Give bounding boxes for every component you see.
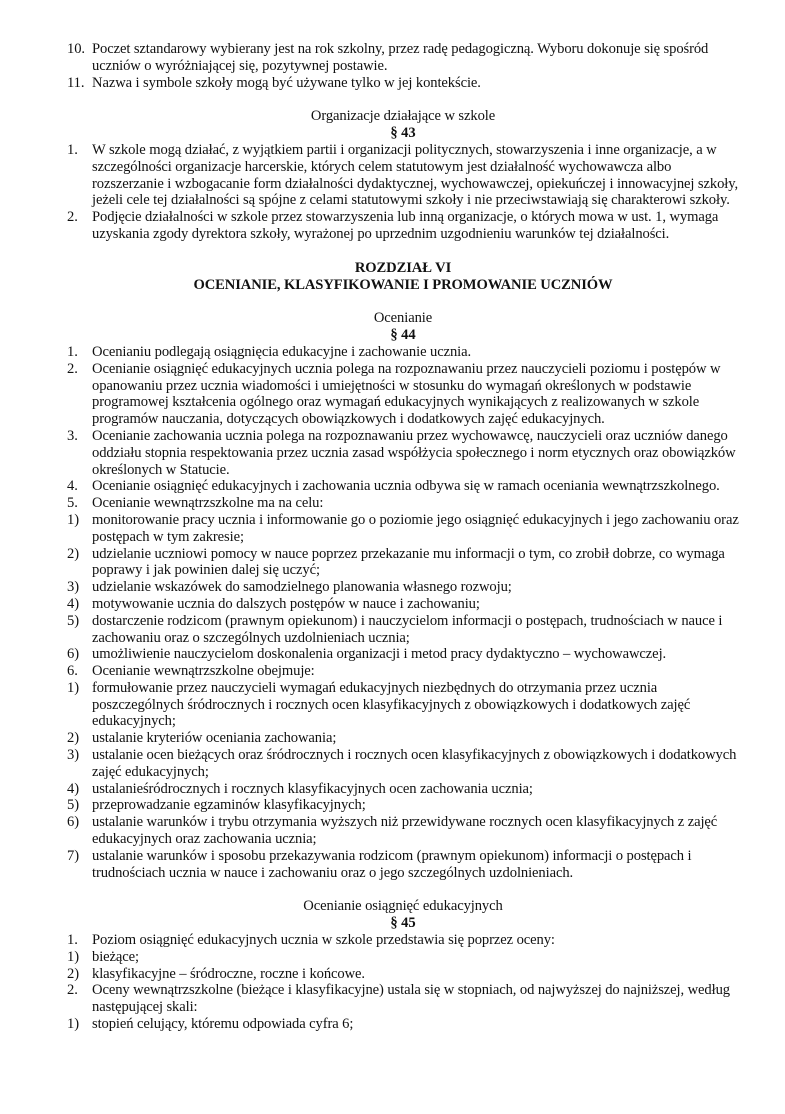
list-item — [67, 747, 739, 781]
paragraph-number: § 43 — [390, 125, 416, 142]
item-number: 2. — [67, 360, 78, 377]
item-text: Poczet sztandarowy wybierany jest na rok szkolny, przez radę pedagogiczną. Wyboru dokonuje się spośród uczniów o wyróżniającej się, pozytywnej postawie. — [92, 41, 709, 74]
item-number: 11. — [67, 74, 85, 91]
item-number: 6) — [67, 814, 79, 831]
item-text: przeprowadzanie egzaminów klasyfikacyjnych; — [92, 797, 366, 814]
list-item — [67, 596, 739, 613]
item-number: 1. — [67, 141, 78, 158]
list-item — [67, 663, 739, 680]
item-text: klasyfikacyjne – śródroczne, roczne i końcowe. — [92, 965, 365, 982]
list-item — [67, 1016, 739, 1033]
item-text: udzielanie uczniowi pomocy w nauce poprzez przekazanie mu informacji o tym, co zrobił dobrze, co wymaga poprawy i jak powinien dalej się uczyć; — [92, 545, 725, 579]
item-text: ustalanieśródrocznych i rocznych klasyfikacyjnych ocen zachowania ucznia; — [92, 780, 533, 797]
item-number: 1. — [67, 932, 78, 949]
item-number: 7) — [67, 847, 79, 864]
item-number: 1) — [67, 948, 79, 965]
section-44-list — [67, 344, 739, 882]
list-item — [67, 495, 739, 512]
list-item — [67, 680, 739, 730]
item-number: 1) — [67, 1016, 79, 1033]
list-item — [67, 646, 739, 663]
item-number: 3) — [67, 747, 79, 764]
item-number: 2. — [67, 209, 78, 226]
item-text: Ocenianie osiągnięć edukacyjnych i zachowania ucznia odbywa się w ramach oceniania wewnątrzszkolnego. — [92, 478, 720, 495]
item-text: Oceny wewnątrzszkolne (bieżące i klasyfikacyjne) ustala się w stopniach, od najwyższej do najniższej, według następującej skali: — [92, 982, 730, 1016]
item-text: umożliwienie nauczycielom doskonalenia organizacji i metod pracy dydaktyczno – wychowawczej. — [92, 646, 667, 663]
item-number: 5) — [67, 612, 79, 629]
item-number: 1) — [67, 511, 79, 528]
item-text: ustalanie ocen bieżących oraz śródrocznych i rocznych ocen klasyfikacyjnych z obowiązkowych i dodatkowych zajęć edukacyjnych; — [92, 747, 737, 780]
paragraph-number: § 44 — [390, 327, 416, 344]
item-text: monitorowanie pracy ucznia i informowanie go o poziomie jego osiągnięć edukacyjnych i jego zachowaniu oraz postępach w tym zakresie; — [92, 511, 739, 545]
item-number: 10. — [67, 41, 85, 57]
item-number: 2) — [67, 545, 79, 562]
item-number: 1) — [67, 679, 79, 696]
item-number: 5. — [67, 495, 78, 512]
item-text: udzielanie wskazówek do samodzielnego planowania własnego rozwoju; — [92, 579, 512, 596]
item-text: Nazwa i symbole szkoły mogą być używane tylko w jej kontekście. — [92, 74, 481, 91]
list-item — [67, 142, 739, 209]
list-item — [67, 814, 739, 848]
item-number: 1. — [67, 343, 78, 360]
item-number: 2) — [67, 965, 79, 982]
item-text: dostarczenie rodzicom (prawnym opiekunom) i nauczycielom informacji o postępach, trudnościach w nauce i zachowaniu oraz o szczególnych uzdolnieniach ucznia; — [92, 612, 723, 646]
item-number: 4) — [67, 780, 79, 797]
list-item — [67, 361, 739, 428]
item-number: 2) — [67, 730, 79, 747]
item-number: 2. — [67, 982, 78, 999]
list-item — [67, 730, 739, 747]
item-number: 6) — [67, 646, 79, 663]
item-text: Podjęcie działalności w szkole przez stowarzyszenia lub inną organizacje, o których mowa w ust. 1, wymaga uzyskania zgody dyrektora szkoły, wyrażonej po uprzednim uzgodnieniu warunków tej działalności. — [92, 209, 719, 242]
list-item — [67, 75, 739, 92]
section-title: Ocenianie osiągnięć edukacyjnych — [303, 898, 503, 915]
item-text: ustalanie kryteriów oceniania zachowania; — [92, 730, 337, 747]
list-item — [67, 613, 739, 647]
section-title: Organizacje działające w szkole — [310, 108, 496, 125]
list-item — [67, 848, 739, 882]
item-text: Ocenianie wewnątrzszkolne ma na celu: — [92, 495, 324, 512]
item-text: Ocenianiu podlegają osiągnięcia edukacyjne i zachowanie ucznia. — [92, 343, 472, 360]
item-text: Ocenianie osiągnięć edukacyjnych ucznia polega na rozpoznawaniu przez nauczycieli poziomu i postępów w opanowaniu przez ucznia wiadomości i umiejętności w stosunku do wymagań określonych w podstawie programowej kształcenia ogólnego oraz wymagań edukacyjnych wynikających z realizowanych w szkole programów nauczania, dotyczących obowiązkowych i dodatkowych zajęć edukacyjnych. — [92, 360, 721, 428]
item-text: motywowanie ucznia do dalszych postępów w nauce i zachowaniu; — [92, 595, 480, 612]
list-item — [67, 949, 739, 966]
list-item — [67, 546, 739, 580]
item-number: 3) — [67, 579, 79, 596]
chapter-title: OCENIANIE, KLASYFIKOWANIE I PROMOWANIE UCZNIÓW — [193, 276, 613, 293]
list-item — [67, 982, 739, 1016]
item-text: stopień celujący, któremu odpowiada cyfra 6; — [92, 1016, 354, 1033]
item-text: Ocenianie wewnątrzszkolne obejmuje: — [92, 663, 315, 680]
item-number: 6. — [67, 663, 78, 680]
list-item — [67, 966, 739, 983]
paragraph-number: § 45 — [390, 915, 416, 932]
list-item — [67, 478, 739, 495]
item-text: bieżące; — [92, 948, 139, 965]
list-item — [67, 797, 739, 814]
chapter-number: ROZDZIAŁ VI — [354, 259, 452, 276]
item-text: ustalanie warunków i sposobu przekazywania rodzicom (prawnym opiekunom) informacji o postępach i trudnościach ucznia w nauce i zachowaniu oraz o jego szczególnych uzdolnieniach. — [92, 847, 692, 881]
item-text: ustalanie warunków i trybu otrzymania wyższych niż przewidywane rocznych ocen klasyfikacyjnych z zajęć edukacyjnych oraz zachowania ucznia; — [92, 814, 718, 848]
item-number: 4) — [67, 595, 79, 612]
list-item — [67, 209, 739, 243]
list-item — [67, 428, 739, 478]
item-text: formułowanie przez nauczycieli wymagań edukacyjnych niezbędnych do otrzymania przez ucznia poszczególnych śródrocznych i rocznych ocen klasyfikacyjnych z obowiązkowych i dodatkowych zajęć edukacyjnych; — [92, 679, 691, 730]
item-text: Ocenianie zachowania ucznia polega na rozpoznawaniu przez wychowawcę, nauczycieli oraz uczniów danego oddziału stopnia respektowania przez ucznia zasad współżycia społecznego i norm etycznych oraz obowiązków określonych w Statucie. — [92, 427, 736, 478]
item-text: Poziom osiągnięć edukacyjnych ucznia w szkole przedstawia się poprzez oceny: — [92, 932, 555, 949]
list-item — [67, 781, 739, 798]
list-item — [67, 344, 739, 361]
section-title: Ocenianie — [373, 310, 433, 327]
list-item — [67, 41, 739, 75]
item-number: 4. — [67, 478, 78, 495]
item-text: W szkole mogą działać, z wyjątkiem partii i organizacji politycznych, stowarzyszenia i inne organizacje, a w szczególności organizacje harcerskie, których celem statutowym jest działalność wychowawcza albo rozszerzanie i wzbogacanie form działalności dydaktycznej, wychowawczej, opiekuńczej i innowacyjnej szkoły, jeżeli cele tej działalności są spójne z celami statutowymi szkoły i nie przeciwstawiają się charakterowi szkoły. — [92, 141, 739, 209]
list-item — [67, 579, 739, 596]
item-number: 5) — [67, 797, 79, 814]
list-item — [67, 932, 739, 949]
item-number: 3. — [67, 427, 78, 444]
list-item — [67, 512, 739, 546]
